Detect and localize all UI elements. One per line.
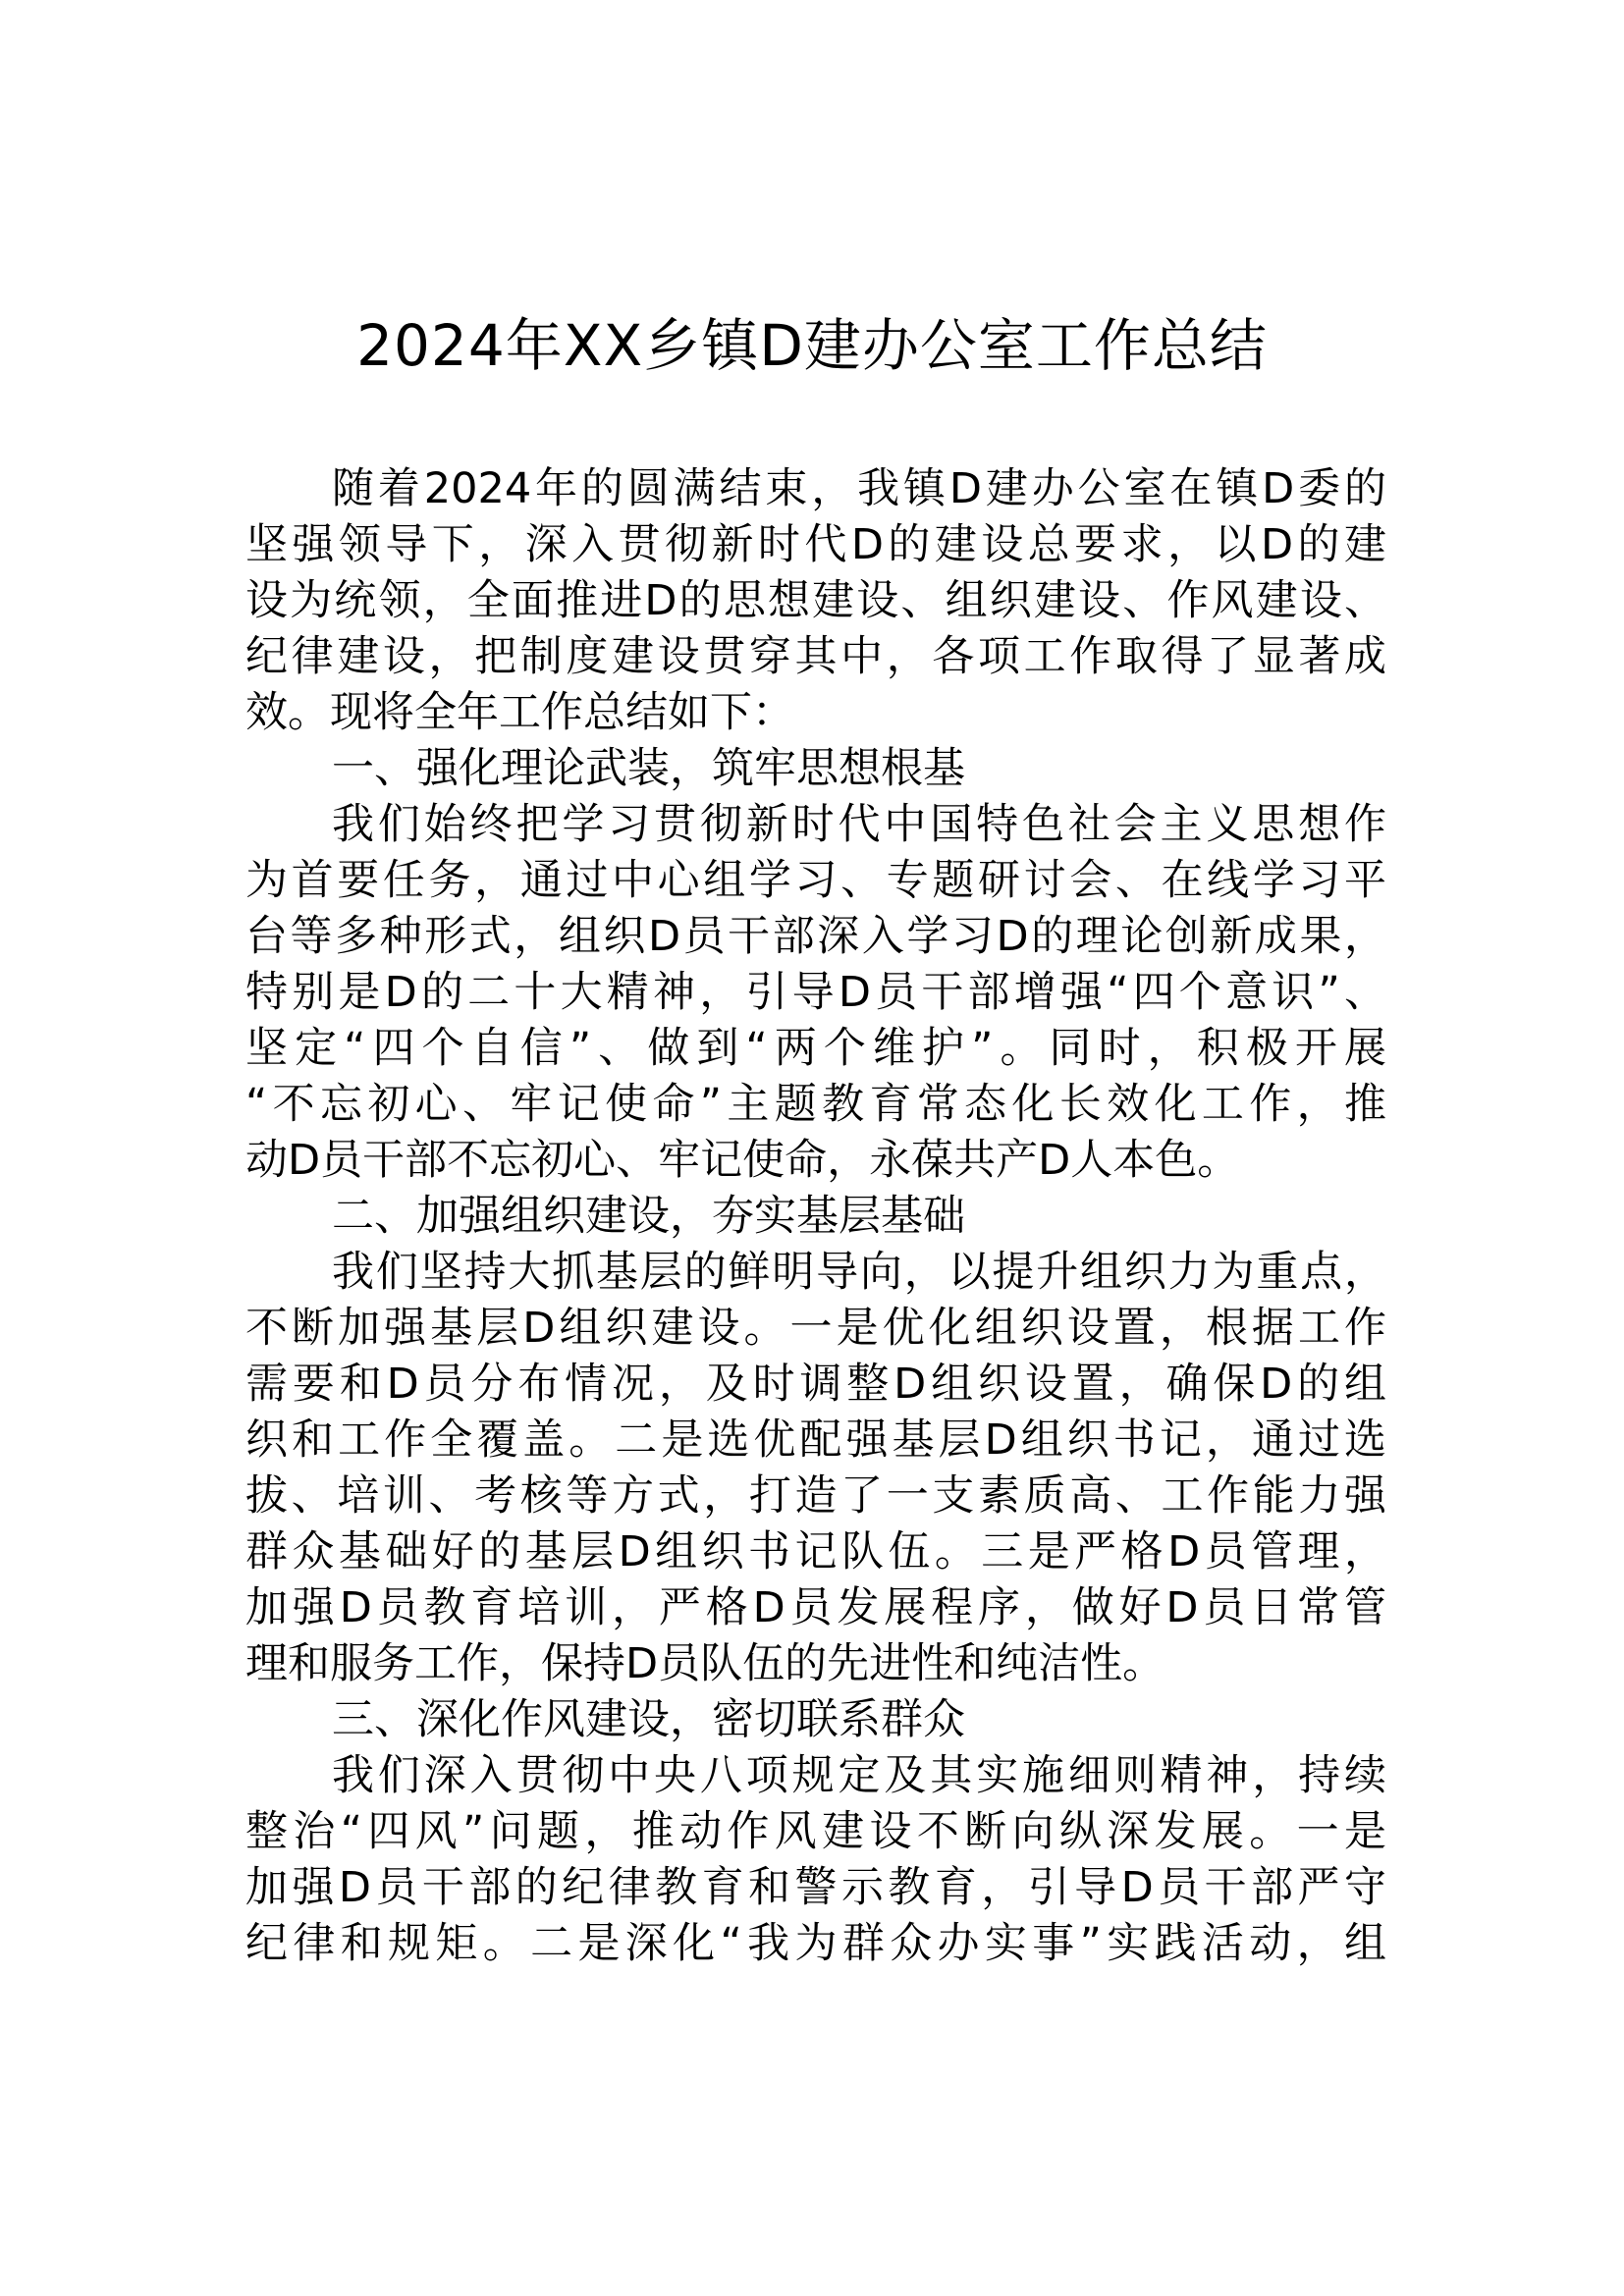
text-line: 我们始终把学习贯彻新时代中国特色社会主义思想作	[332, 800, 1386, 849]
text-line: 不断加强基层D组织建设。一是优化组织设置，根据工作	[245, 1304, 1386, 1353]
intro-paragraph	[245, 461, 1386, 741]
section-heading-text: 三、深化作风建设，密切联系群众	[332, 1695, 965, 1744]
text-line: 纪律和规矩。二是深化“我为群众办实事”实践活动，组	[245, 1919, 1386, 1968]
section-3-paragraph	[245, 1748, 1386, 1972]
text-line: 整治“四风”问题，推动作风建设不断向纵深发展。一是	[245, 1807, 1386, 1856]
text-line: 群众基础好的基层D组织书记队伍。三是严格D员管理，	[245, 1527, 1386, 1576]
text-line: 纪律建设，把制度建设贯穿其中，各项工作取得了显著成	[245, 632, 1386, 681]
text-line: 我们深入贯彻中央八项规定及其实施细则精神，持续	[332, 1751, 1386, 1800]
text-line: 设为统领，全面推进D的思想建设、组织建设、作风建设、	[245, 576, 1386, 625]
text-line: 台等多种形式，组织D员干部深入学习D的理论创新成果，	[245, 912, 1386, 961]
document-body	[245, 461, 1386, 1972]
section-heading-text: 二、加强组织建设，夯实基层基础	[332, 1192, 965, 1241]
text-line: 我们坚持大抓基层的鲜明导向，以提升组织力为重点，	[332, 1248, 1386, 1297]
text-line: 随着2024年的圆满结束，我镇D建办公室在镇D委的	[332, 464, 1386, 513]
text-line: “不忘初心、牢记使命”主题教育常态化长效化工作，推	[245, 1080, 1386, 1129]
section-heading-2	[245, 1189, 1386, 1245]
text-line: 拔、培训、考核等方式，打造了一支素质高、工作能力强	[245, 1471, 1386, 1521]
text-line: 加强D员教育培训，严格D员发展程序，做好D员日常管	[245, 1583, 1386, 1632]
text-line: 特别是D的二十大精神，引导D员干部增强“四个意识”、	[245, 968, 1386, 1017]
text-line: 织和工作全覆盖。二是选优配强基层D组织书记，通过选	[245, 1415, 1386, 1465]
text-line: 加强D员干部的纪律教育和警示教育，引导D员干部严守	[245, 1863, 1386, 1912]
section-heading-3	[245, 1692, 1386, 1748]
text-line: 坚定“四个自信”、做到“两个维护”。同时，积极开展	[245, 1024, 1386, 1073]
section-heading-1	[245, 741, 1386, 797]
section-heading-text: 一、强化理论武装，筑牢思想根基	[332, 744, 965, 793]
text-line: 为首要任务，通过中心组学习、专题研讨会、在线学习平	[245, 856, 1386, 905]
text-line: 坚强领导下，深入贯彻新时代D的建设总要求，以D的建	[245, 520, 1386, 569]
text-line: 理和服务工作，保持D员队伍的先进性和纯洁性。	[245, 1639, 1165, 1688]
section-2-paragraph	[245, 1245, 1386, 1692]
text-line: 动D员干部不忘初心、牢记使命，永葆共产D人本色。	[245, 1136, 1240, 1185]
text-line: 需要和D员分布情况，及时调整D组织设置，确保D的组	[245, 1360, 1386, 1409]
section-1-paragraph	[245, 797, 1386, 1189]
text-line: 效。现将全年工作总结如下：	[245, 688, 794, 737]
document-title: 2024年XX乡镇D建办公室工作总结	[356, 312, 1268, 379]
